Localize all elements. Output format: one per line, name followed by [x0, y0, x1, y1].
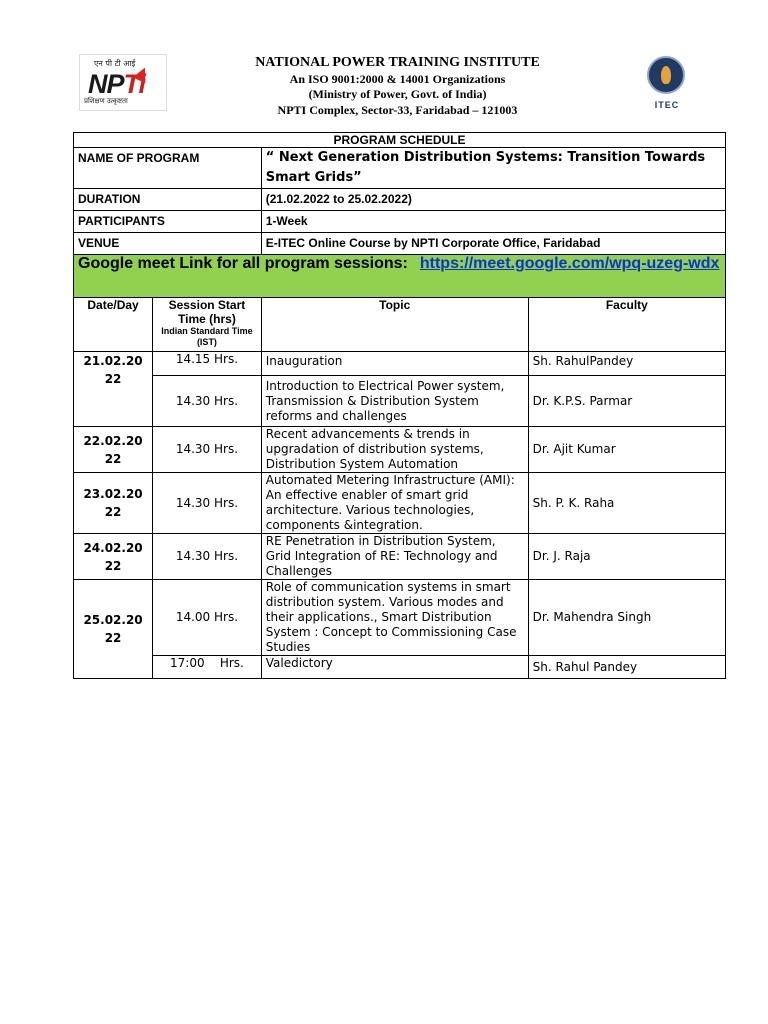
date-cell: 25.02.20 22: [74, 580, 153, 679]
col-header-topic: Topic: [261, 298, 528, 352]
date-cell: 21.02.20 22: [74, 352, 153, 427]
program-name-label: NAME OF PROGRAM: [74, 148, 262, 189]
faculty-cell: Sh. RahulPandey: [528, 352, 725, 376]
col-header-session-label: Session Start Time (hrs): [168, 298, 246, 326]
address-line: NPTI Complex, Sector-33, Faridabad – 121003: [277, 103, 518, 117]
time-cell: 14.30 Hrs.: [153, 376, 262, 427]
topic-cell: Valedictory: [261, 656, 528, 679]
npti-logo: [79, 54, 167, 111]
schedule-title-row: [74, 133, 726, 148]
meet-link-row: [74, 255, 726, 298]
info-row-program: [74, 148, 726, 189]
ministry-line: (Ministry of Power, Govt. of India): [308, 87, 487, 101]
date-cell: 22.02.20 22: [74, 427, 153, 473]
npti-logo-hindi-top: एन पी टी आई: [94, 59, 136, 68]
document-header: [0, 0, 768, 125]
duration-value: (21.02.2022 to 25.02.2022): [261, 189, 725, 211]
npti-logo-hindi-bottom: प्रशिक्षण उत्कृष्टता: [84, 97, 128, 105]
topic-cell: Role of communication systems in smart distribution system. Various modes and their applications., Smart Distribution System : Concept to Commissioning Case Studies: [261, 580, 528, 656]
time-cell: 14.00 Hrs.: [153, 580, 262, 656]
time-cell: 14.30 Hrs.: [153, 534, 262, 580]
faculty-cell: Dr. K.P.S. Parmar: [528, 376, 725, 427]
faculty-cell: Sh. P. K. Raha: [528, 473, 725, 534]
npti-logo-mark: NPTi: [88, 69, 146, 99]
time-cell: 14.30 Hrs.: [153, 427, 262, 473]
schedule-header-row: [74, 298, 726, 352]
iso-line: An ISO 9001:2000 & 14001 Organizations: [289, 72, 506, 86]
table-row: [74, 580, 726, 656]
schedule-title: PROGRAM SCHEDULE: [74, 133, 726, 148]
date-cell: 23.02.20 22: [74, 473, 153, 534]
col-header-faculty: Faculty: [528, 298, 725, 352]
participants-label: PARTICIPANTS: [74, 211, 262, 233]
info-row-venue: [74, 233, 726, 255]
time-cell: 14.15 Hrs.: [153, 352, 262, 376]
col-header-date: Date/Day: [74, 298, 153, 352]
table-row: [74, 534, 726, 580]
itec-logo: [644, 56, 690, 116]
itec-logo-label: ITEC: [654, 100, 680, 110]
time-cell: 14.30 Hrs.: [153, 473, 262, 534]
topic-cell: Introduction to Electrical Power system, Transmission & Distribution System reforms and challenges: [261, 376, 528, 427]
itec-emblem-icon: [647, 56, 685, 94]
table-row: [74, 473, 726, 534]
venue-value: E-ITEC Online Course by NPTI Corporate Office, Faridabad: [261, 233, 725, 255]
table-row: [74, 656, 726, 679]
info-row-participants: [74, 211, 726, 233]
program-name-value: “ Next Generation Distribution Systems: Transition Towards Smart Grids”: [261, 148, 725, 189]
duration-label: DURATION: [74, 189, 262, 211]
table-row: [74, 352, 726, 376]
topic-cell: Recent advancements & trends in upgradation of distribution systems, Distribution System Automation: [261, 427, 528, 473]
faculty-cell: Dr. J. Raja: [528, 534, 725, 580]
program-schedule-table: [73, 132, 726, 679]
meet-link-label: Google meet Link for all program sessions:: [78, 255, 408, 272]
meet-link[interactable]: https://meet.google.com/wpq-uzeg-wdx: [419, 255, 720, 272]
topic-cell: Automated Metering Infrastructure (AMI): An effective enabler of smart grid architecture. Various technologies, components &integration.: [261, 473, 528, 534]
participants-value: 1-Week: [261, 211, 725, 233]
faculty-cell: Dr. Mahendra Singh: [528, 580, 725, 656]
meet-link-cell: [74, 255, 726, 298]
topic-cell: RE Penetration in Distribution System, Grid Integration of RE: Technology and Challenges: [261, 534, 528, 580]
faculty-cell: Dr. Ajit Kumar: [528, 427, 725, 473]
info-row-duration: [74, 189, 726, 211]
institute-name: NATIONAL POWER TRAINING INSTITUTE: [255, 55, 540, 70]
table-row: [74, 376, 726, 427]
col-header-session-note: Indian Standard Time (IST): [161, 326, 253, 347]
venue-label: VENUE: [74, 233, 262, 255]
topic-cell: Inauguration: [261, 352, 528, 376]
date-cell: 24.02.20 22: [74, 534, 153, 580]
time-cell: 17:00 Hrs.: [153, 656, 262, 679]
faculty-cell: Sh. Rahul Pandey: [528, 656, 725, 679]
col-header-session: [153, 298, 262, 352]
table-row: [74, 427, 726, 473]
